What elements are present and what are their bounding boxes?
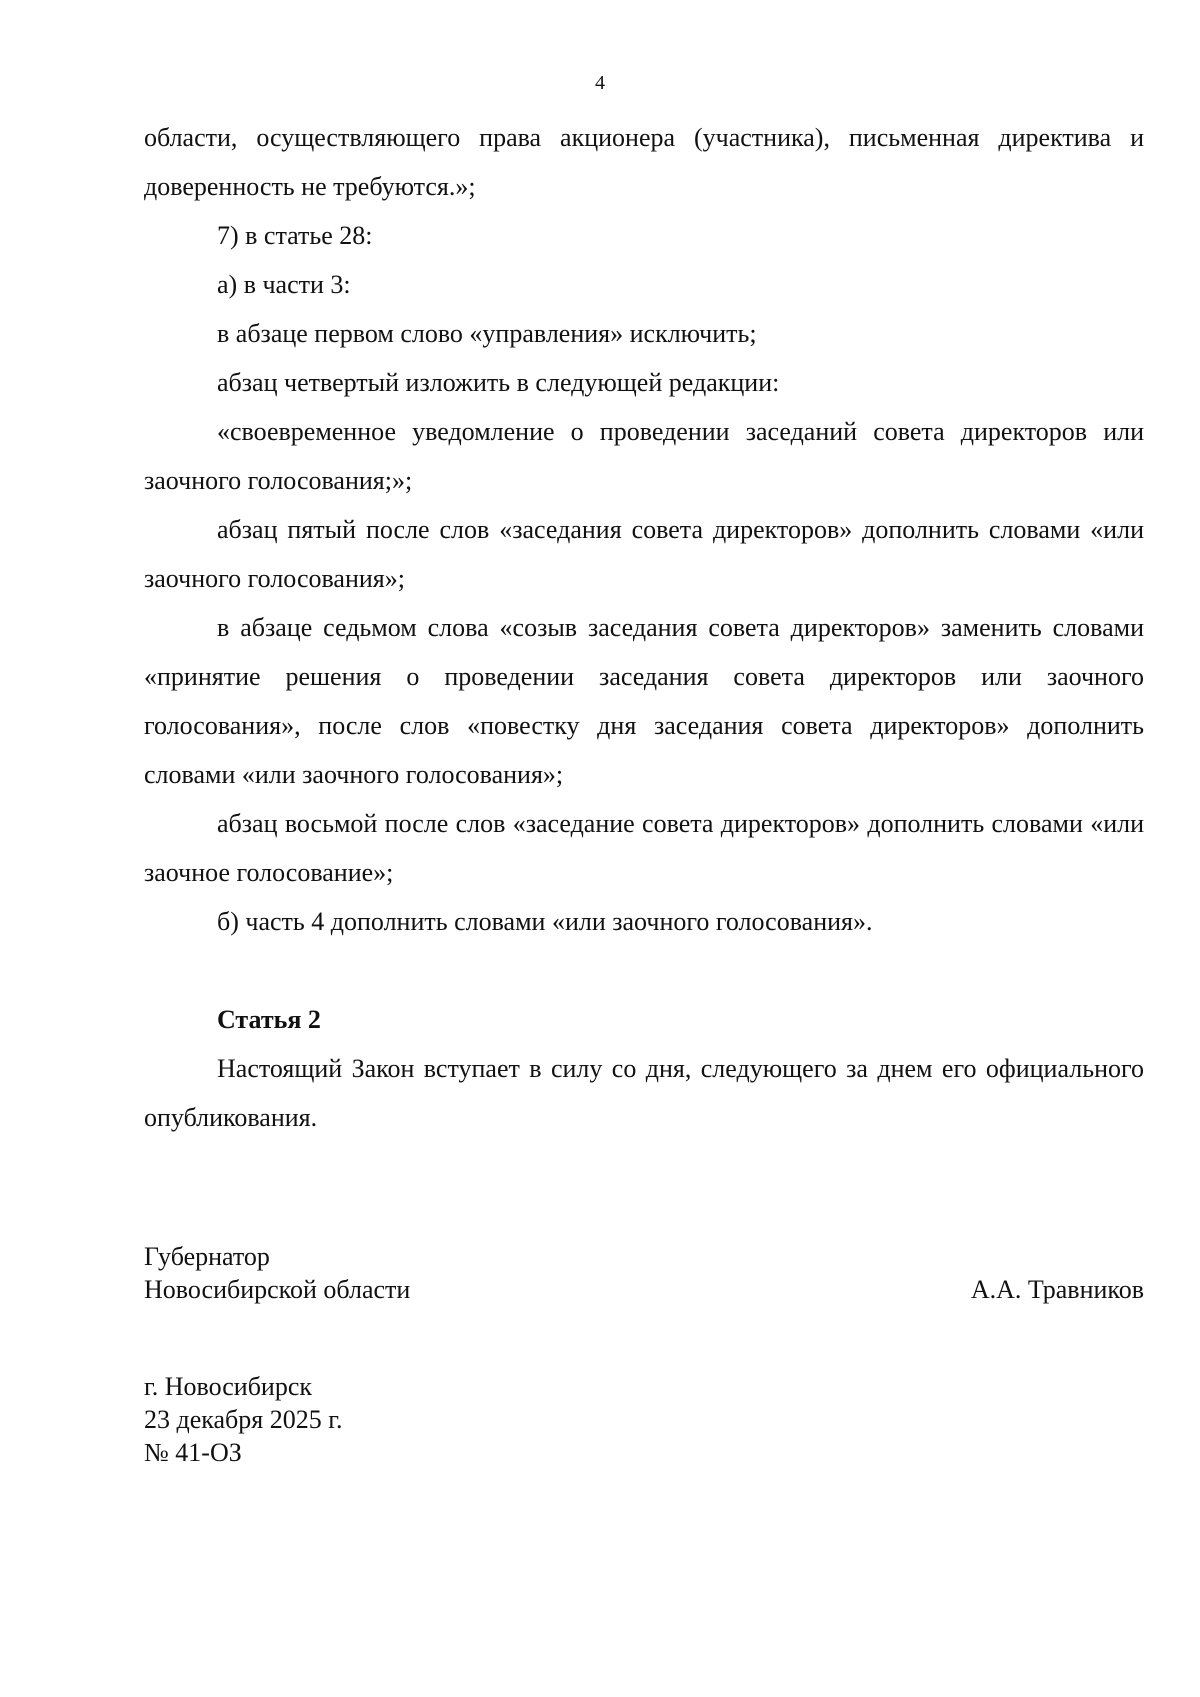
signer-position-line1: Губернатор [144, 1242, 270, 1271]
city: г. Новосибирск [144, 1372, 313, 1401]
article-heading: Статья 2 [217, 1005, 321, 1034]
paragraph: в абзаце первом слово «управления» исключить; [217, 319, 757, 348]
paragraph: «своевременное уведомление о проведении заседаний совета директоров или заочного голосования;»; [144, 417, 1144, 495]
paragraph: б) часть 4 дополнить словами «или заочного голосования». [217, 907, 873, 936]
date: 23 декабря 2025 г. [144, 1405, 343, 1434]
signer-name: А.А. Травников [970, 1275, 1144, 1304]
signature-block [144, 1240, 1144, 1306]
paragraph: абзац четвертый изложить в следующей редакции: [217, 368, 780, 397]
paragraph: абзац пятый после слов «заседания совета директоров» дополнить словами «или заочного голосования»; [144, 515, 1144, 593]
page-number: 4 [595, 72, 605, 94]
law-number: № 41-ОЗ [144, 1438, 242, 1467]
paragraph: 7) в статье 28: [217, 221, 373, 250]
paragraph: в абзаце седьмом слова «созыв заседания совета директоров» заменить словами «принятие решения о проведении заседания совета директоров или заочного голосования», после слов «повестку дня заседания совета директоров» дополнить словами «или заочного голосования»; [144, 613, 1144, 789]
place-date-block [144, 1370, 342, 1469]
paragraph: области, осуществляющего права акционера (участника), письменная директива и доверенность не требуются.»; [144, 123, 1144, 201]
signer-position-line2: Новосибирской области [144, 1275, 411, 1304]
document-body [144, 113, 1144, 1142]
paragraph: а) в части 3: [217, 270, 351, 299]
paragraph: абзац восьмой после слов «заседание совета директоров» дополнить словами «или заочное голосование»; [144, 809, 1144, 887]
article-text: Настоящий Закон вступает в силу со дня, следующего за днем его официального опубликования. [144, 1054, 1144, 1132]
